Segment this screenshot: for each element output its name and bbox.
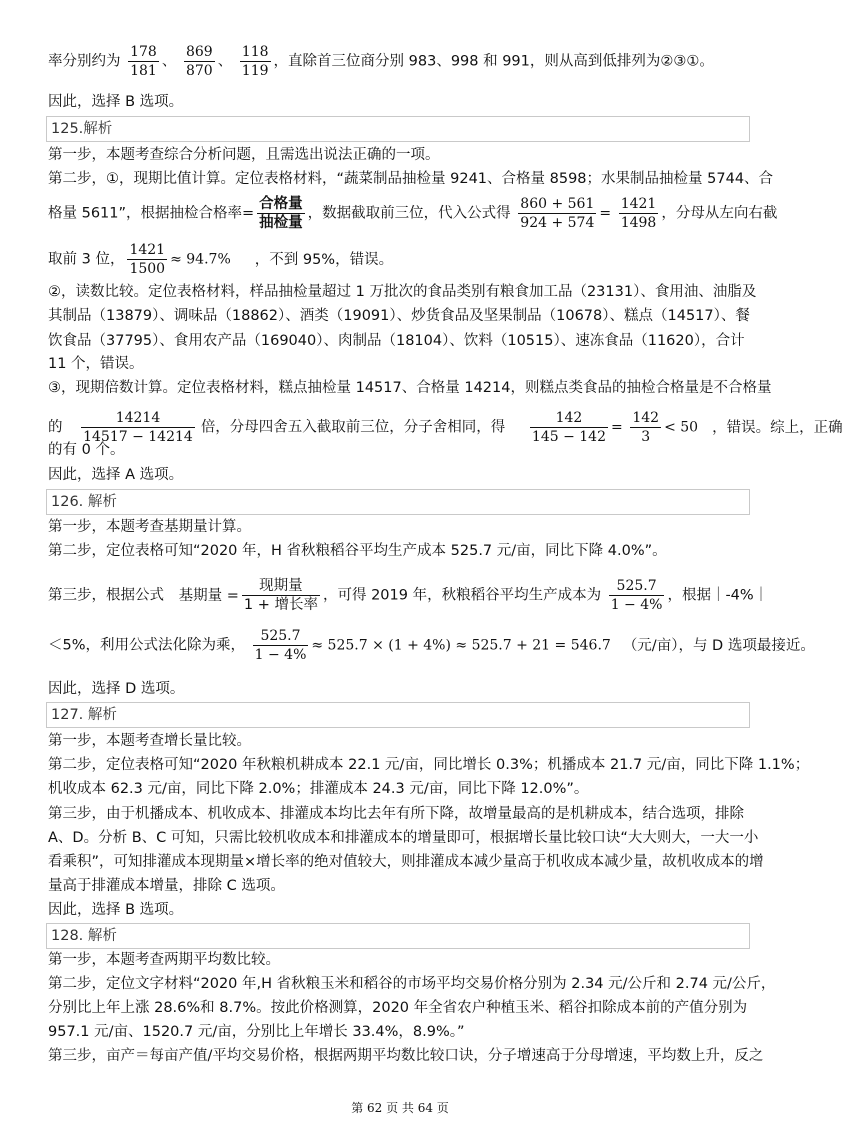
paragraph-line: 第三步，根据公式 基期量 = $\frac{\text{现期量}}{\text{1 + 增长率}}$ ，可得 2019 年，秋粮稻谷平均生产成本为 $\frac{525.7}{1 - 4\%}$ ，根据｜-4%｜ xyxy=(48,578,769,613)
paragraph-line: 格量 5611”，根据抽检合格率= $\frac{\text{合格量}}{\text{抽检量}}$ ，数据截取前三位，代入公式得 $\frac{860 + 561}{924 + 574}$ = $\frac{1421}{1498}$ ，分母从左向右截 xyxy=(48,196,778,231)
paragraph-line: 第一步，本题考查基期量计算。 xyxy=(48,519,251,535)
section-header-125: 125.解析 xyxy=(46,116,750,142)
fraction: $\frac{14214}{14517 - 14214}$ xyxy=(83,410,193,445)
paragraph-line: 饮食品（37795）、食用农产品（169040）、肉制品（18104）、饮料（10515）、速冻食品（11620），合计 xyxy=(48,333,745,349)
paragraph-line: 第二步，①，现期比值计算。定位表格材料，“蔬菜制品抽检量 9241、合格量 8598；水果制品抽检量 5744、合 xyxy=(48,171,774,187)
fraction: $\frac{142}{3}$ xyxy=(632,410,660,445)
paragraph-line: 量高于排灌成本增量，排除 C 选项。 xyxy=(48,878,285,894)
paragraph-line: 第一步，本题考查综合分析问题，且需选出说法正确的一项。 xyxy=(48,147,440,163)
paragraph-line: 第二步，定位表格可知“2020 年，H 省秋粮稻谷平均生产成本 525.7 元/亩，同比下降 4.0%”。 xyxy=(48,543,667,559)
paragraph-line: 机收成本 62.3 元/亩，同比下降 2.0%；排灌成本 24.3 元/亩，同比下降 12.0%”。 xyxy=(48,781,589,797)
paragraph-line: 看乘积”，可知排灌成本现期量×增长率的绝对值较大，则排灌成本减少量高于机收成本减少量，故机收成本的增 xyxy=(48,854,764,870)
fraction: $\frac{1421}{1500}$ xyxy=(129,242,166,277)
fraction: $\frac{525.7}{1 - 4\%}$ xyxy=(610,578,663,613)
fraction: $\frac{1421}{1498}$ xyxy=(620,196,657,231)
paragraph-line: 11 个，错误。 xyxy=(48,356,144,372)
paragraph-line: 第三步，亩产＝每亩产值/平均交易价格，根据两期平均数比较口诀，分子增速高于分母增速，平均数上升，反之 xyxy=(48,1048,764,1064)
fraction: $\frac{\text{合格量}}{\text{抽检量}}$ xyxy=(259,196,303,231)
paragraph-line: 取前 3 位， $\frac{1421}{1500}$ ≈ 94.7% ，不到 95%，错误。 xyxy=(48,242,394,277)
paragraph-line: 第一步，本题考查两期平均数比较。 xyxy=(48,952,280,968)
section-header-127: 127. 解析 xyxy=(46,702,750,728)
fraction: $\frac{178}{181}$ xyxy=(130,44,157,79)
fraction: $\frac{118}{119}$ xyxy=(241,44,269,79)
fraction: $\frac{860 + 561}{924 + 574}$ xyxy=(520,196,595,231)
fraction: $\frac{142}{145 - 142}$ xyxy=(531,410,606,445)
fraction: $\frac{\text{现期量}}{\text{1 + 增长率}}$ xyxy=(243,578,318,613)
conclusion-text: 因此，选择 B 选项。 xyxy=(48,94,184,110)
paragraph-line: ②，读数比较。定位表格材料，样品抽检量超过 1 万批次的食品类别有粮食加工品（23131）、食用油、油脂及 xyxy=(48,284,757,300)
conclusion-text: 因此，选择 A 选项。 xyxy=(48,467,184,483)
paragraph-line: ＜5%，利用公式法化除为乘， $\frac{525.7}{1 - 4\%}$ ≈ 525.7 × (1 + 4%) ≈ 525.7 + 21 = 546.7 （元/亩），与 D 选项最接近。 xyxy=(48,628,815,663)
fraction: $\frac{869}{870}$ xyxy=(185,44,213,79)
page-footer: 第 62 页 共 64 页 xyxy=(351,1101,449,1115)
fraction: $\frac{525.7}{1 - 4\%}$ xyxy=(254,628,307,663)
section-header-128: 128. 解析 xyxy=(46,923,750,949)
paragraph-line: 率分别约为 $\frac{178}{181}$ 、 $\frac{869}{870}$ 、 $\frac{118}{119}$ ，直除首三位商分别 983、998 和 991，则从高到低排列为②③①。 xyxy=(48,44,714,79)
paragraph-line: 的 $\frac{14214}{14517 - 14214}$ 倍，分母四舍五入截取前三位，分子舍相同，得 $\frac{142}{145 - 142}$ = $\frac{142}{3}$ < 50 ，错误。综上，正确 xyxy=(48,410,843,445)
section-header-126: 126. 解析 xyxy=(46,489,750,515)
conclusion-text: 因此，选择 D 选项。 xyxy=(48,681,185,697)
paragraph-line: 第三步，由于机播成本、机收成本、排灌成本均比去年有所下降，故增量最高的是机耕成本，结合选项，排除 xyxy=(48,806,744,822)
paragraph-line: 第一步，本题考查增长量比较。 xyxy=(48,733,251,749)
paragraph-line: A、D。分析 B、C 可知，只需比较机收成本和排灌成本的增量即可，根据增长量比较口诀“大大则大，一大一小 xyxy=(48,830,759,846)
conclusion-text: 因此，选择 B 选项。 xyxy=(48,902,184,918)
paragraph-line: 的有 0 个。 xyxy=(48,442,125,458)
paragraph-line: 第二步，定位文字材料“2020 年,H 省秋粮玉米和稻谷的市场平均交易价格分别为 2.34 元/公斤和 2.74 元/公斤， xyxy=(48,976,776,992)
paragraph-line: 第二步，定位表格可知“2020 年秋粮机耕成本 22.1 元/亩，同比增长 0.3%；机播成本 21.7 元/亩，同比下降 1.1%； xyxy=(48,757,810,773)
paragraph-line: ③，现期倍数计算。定位表格材料，糕点抽检量 14517、合格量 14214，则糕点类食品的抽检合格量是不合格量 xyxy=(48,380,772,396)
paragraph-line: 其制品（13879）、调味品（18862）、酒类（19091）、炒货食品及坚果制品（10678）、糕点（14517）、餐 xyxy=(48,308,750,324)
paragraph-line: 分别比上年上涨 28.6%和 8.7%。按此价格测算，2020 年全省农户种植玉米、稻谷扣除成本前的产值分别为 xyxy=(48,1000,748,1016)
paragraph-line: 957.1 元/亩、1520.7 元/亩，分别比上年增长 33.4%，8.9%。” xyxy=(48,1024,465,1040)
